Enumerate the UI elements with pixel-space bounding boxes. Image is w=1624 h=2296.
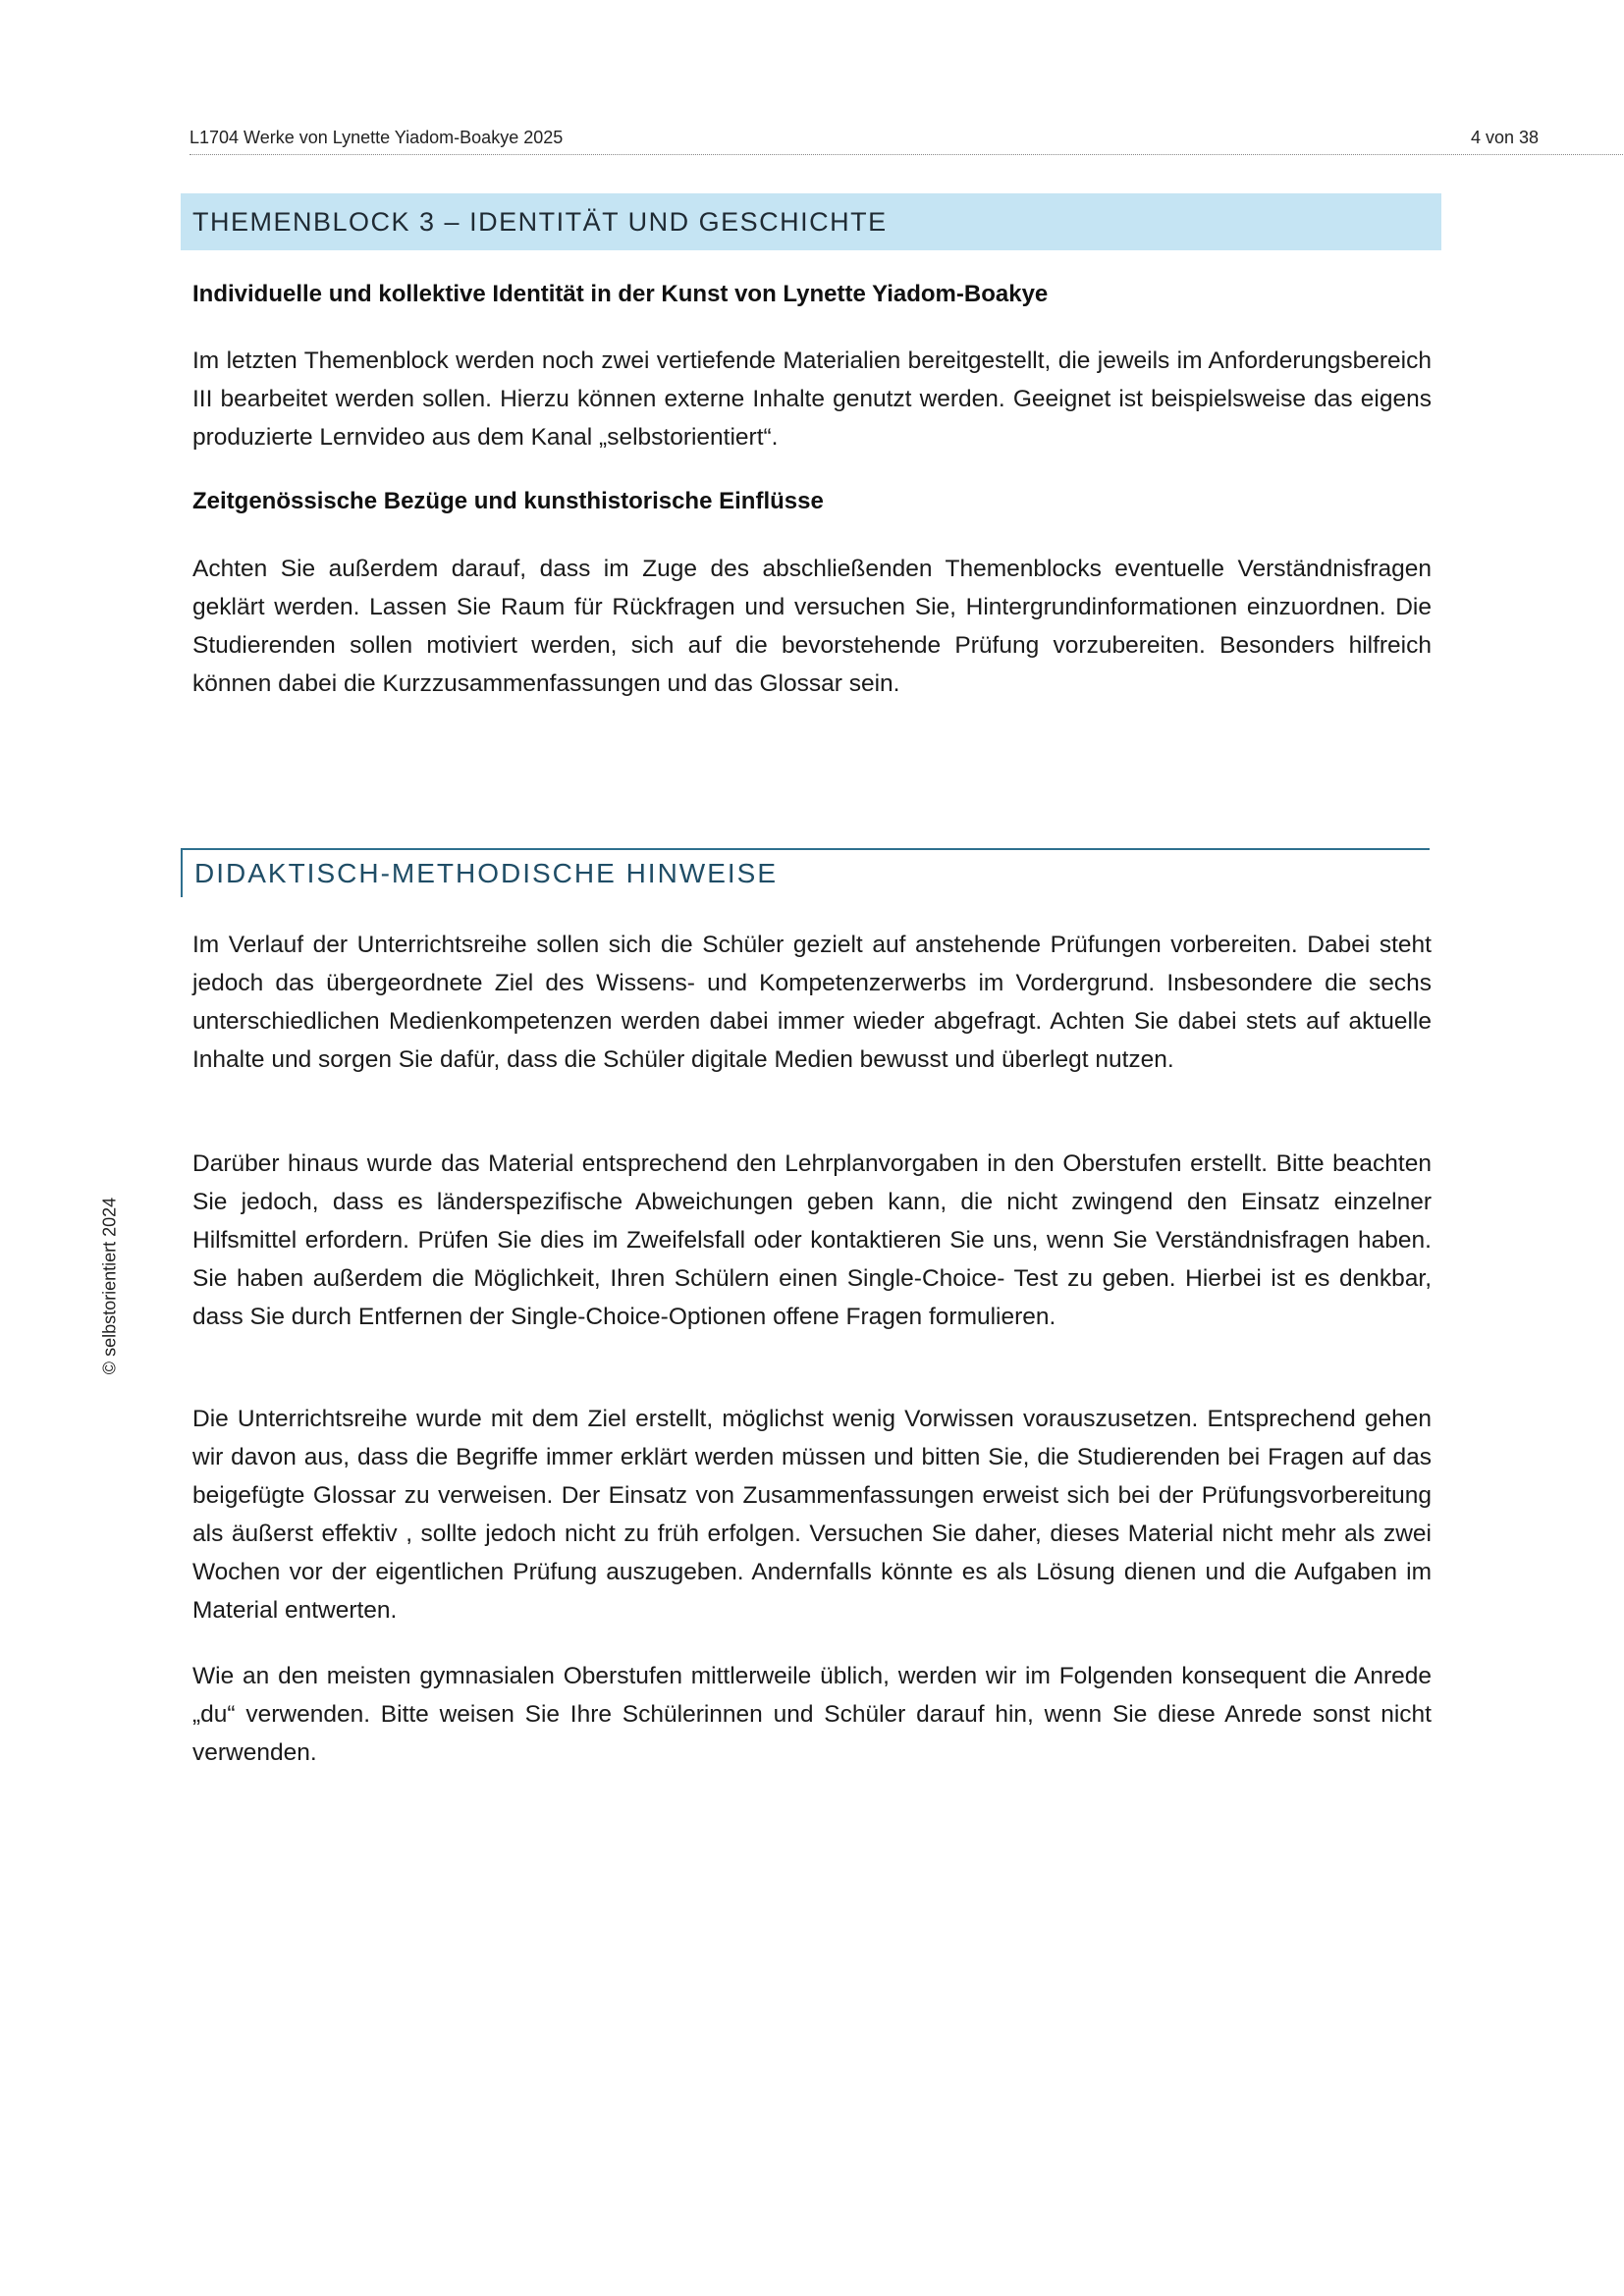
- themenblock-heading: THEMENBLOCK 3 – IDENTITÄT UND GESCHICHTE: [181, 193, 1441, 250]
- page-number: 4 von 38: [1470, 128, 1539, 147]
- document-title: L1704 Werke von Lynette Yiadom-Boakye 2025: [189, 128, 564, 147]
- copyright-notice: © selbstorientiert 2024: [99, 1197, 120, 1375]
- paragraph-hinweise-1: Im Verlauf der Unterrichtsreihe sollen sich die Schüler gezielt auf anstehende Prüfungen vorbereiten. Dabei steht jedoch das übergeordnete Ziel des Wissens- und Kompetenzerwerbs im Vordergrund. Insbesondere die sechs unterschiedlichen Medienkompetenzen werden dabei immer wieder abgefragt. Achten Sie dabei stets auf aktuelle Inhalte und sorgen Sie dafür, dass die Schüler digitale Medien bewusst und überlegt nutzen.: [192, 932, 1432, 1073]
- hinweise-heading: DIDAKTISCH-METHODISCHE HINWEISE: [181, 848, 1430, 897]
- subheading-identity: Individuelle und kollektive Identität in der Kunst von Lynette Yiadom-Boakye: [192, 281, 1049, 307]
- paragraph-review: Achten Sie außerdem darauf, dass im Zuge des abschließenden Themenblocks eventuelle Verständnisfragen geklärt werden. Lassen Sie Raum für Rückfragen und versuchen Sie, Hintergrundinformationen einzuordnen. Die Studierenden sollen motiviert werden, sich auf die bevorstehende Prüfung vorzubereiten. Besonders hilfreich können dabei die Kurzzusammenfassungen und das Glossar sein.: [192, 556, 1432, 697]
- page-header: [189, 128, 1623, 155]
- paragraph-hinweise-4: Wie an den meisten gymnasialen Oberstufen mittlerweile üblich, werden wir im Folgenden konsequent die Anrede „du“ verwenden. Bitte weisen Sie Ihre Schülerinnen und Schüler darauf hin, wenn Sie diese Anrede sonst nicht verwenden.: [192, 1663, 1432, 1766]
- paragraph-hinweise-3: Die Unterrichtsreihe wurde mit dem Ziel erstellt, möglichst wenig Vorwissen vorauszusetzen. Entsprechend gehen wir davon aus, dass die Begriffe immer erklärt werden müssen und bitten Sie, die Studierenden bei Fragen auf das beigefügte Glossar zu verweisen. Der Einsatz von Zusammenfassungen erweist sich bei der Prüfungsvorbereitung als äußerst effektiv , sollte jedoch nicht zu früh erfolgen. Versuchen Sie daher, dieses Material nicht mehr als zwei Wochen vor der eigentlichen Prüfung auszugeben. Andernfalls könnte es als Lösung dienen und die Aufgaben im Material entwerten.: [192, 1406, 1432, 1624]
- subheading-influences: Zeitgenössische Bezüge und kunsthistorische Einflüsse: [192, 488, 824, 514]
- paragraph-hinweise-2: Darüber hinaus wurde das Material entsprechend den Lehrplanvorgaben in den Oberstufen erstellt. Bitte beachten Sie jedoch, dass es länderspezifische Abweichungen geben kann, die nicht zwingend den Einsatz einzelner Hilfsmittel erfordern. Prüfen Sie dies im Zweifelsfall oder kontaktieren Sie uns, wenn Sie Verständnisfragen haben. Sie haben außerdem die Möglichkeit, Ihren Schülern einen Single-Choice- Test zu geben. Hierbei ist es denkbar, dass Sie durch Entfernen der Single-Choice-Optionen offene Fragen formulieren.: [192, 1150, 1432, 1330]
- paragraph-materials: Im letzten Themenblock werden noch zwei vertiefende Materialien bereitgestellt, die jeweils im Anforderungsbereich III bearbeitet werden sollen. Hierzu können externe Inhalte genutzt werden. Geeignet ist beispielsweise das eigens produzierte Lernvideo aus dem Kanal „selbstorientiert“.: [192, 347, 1432, 451]
